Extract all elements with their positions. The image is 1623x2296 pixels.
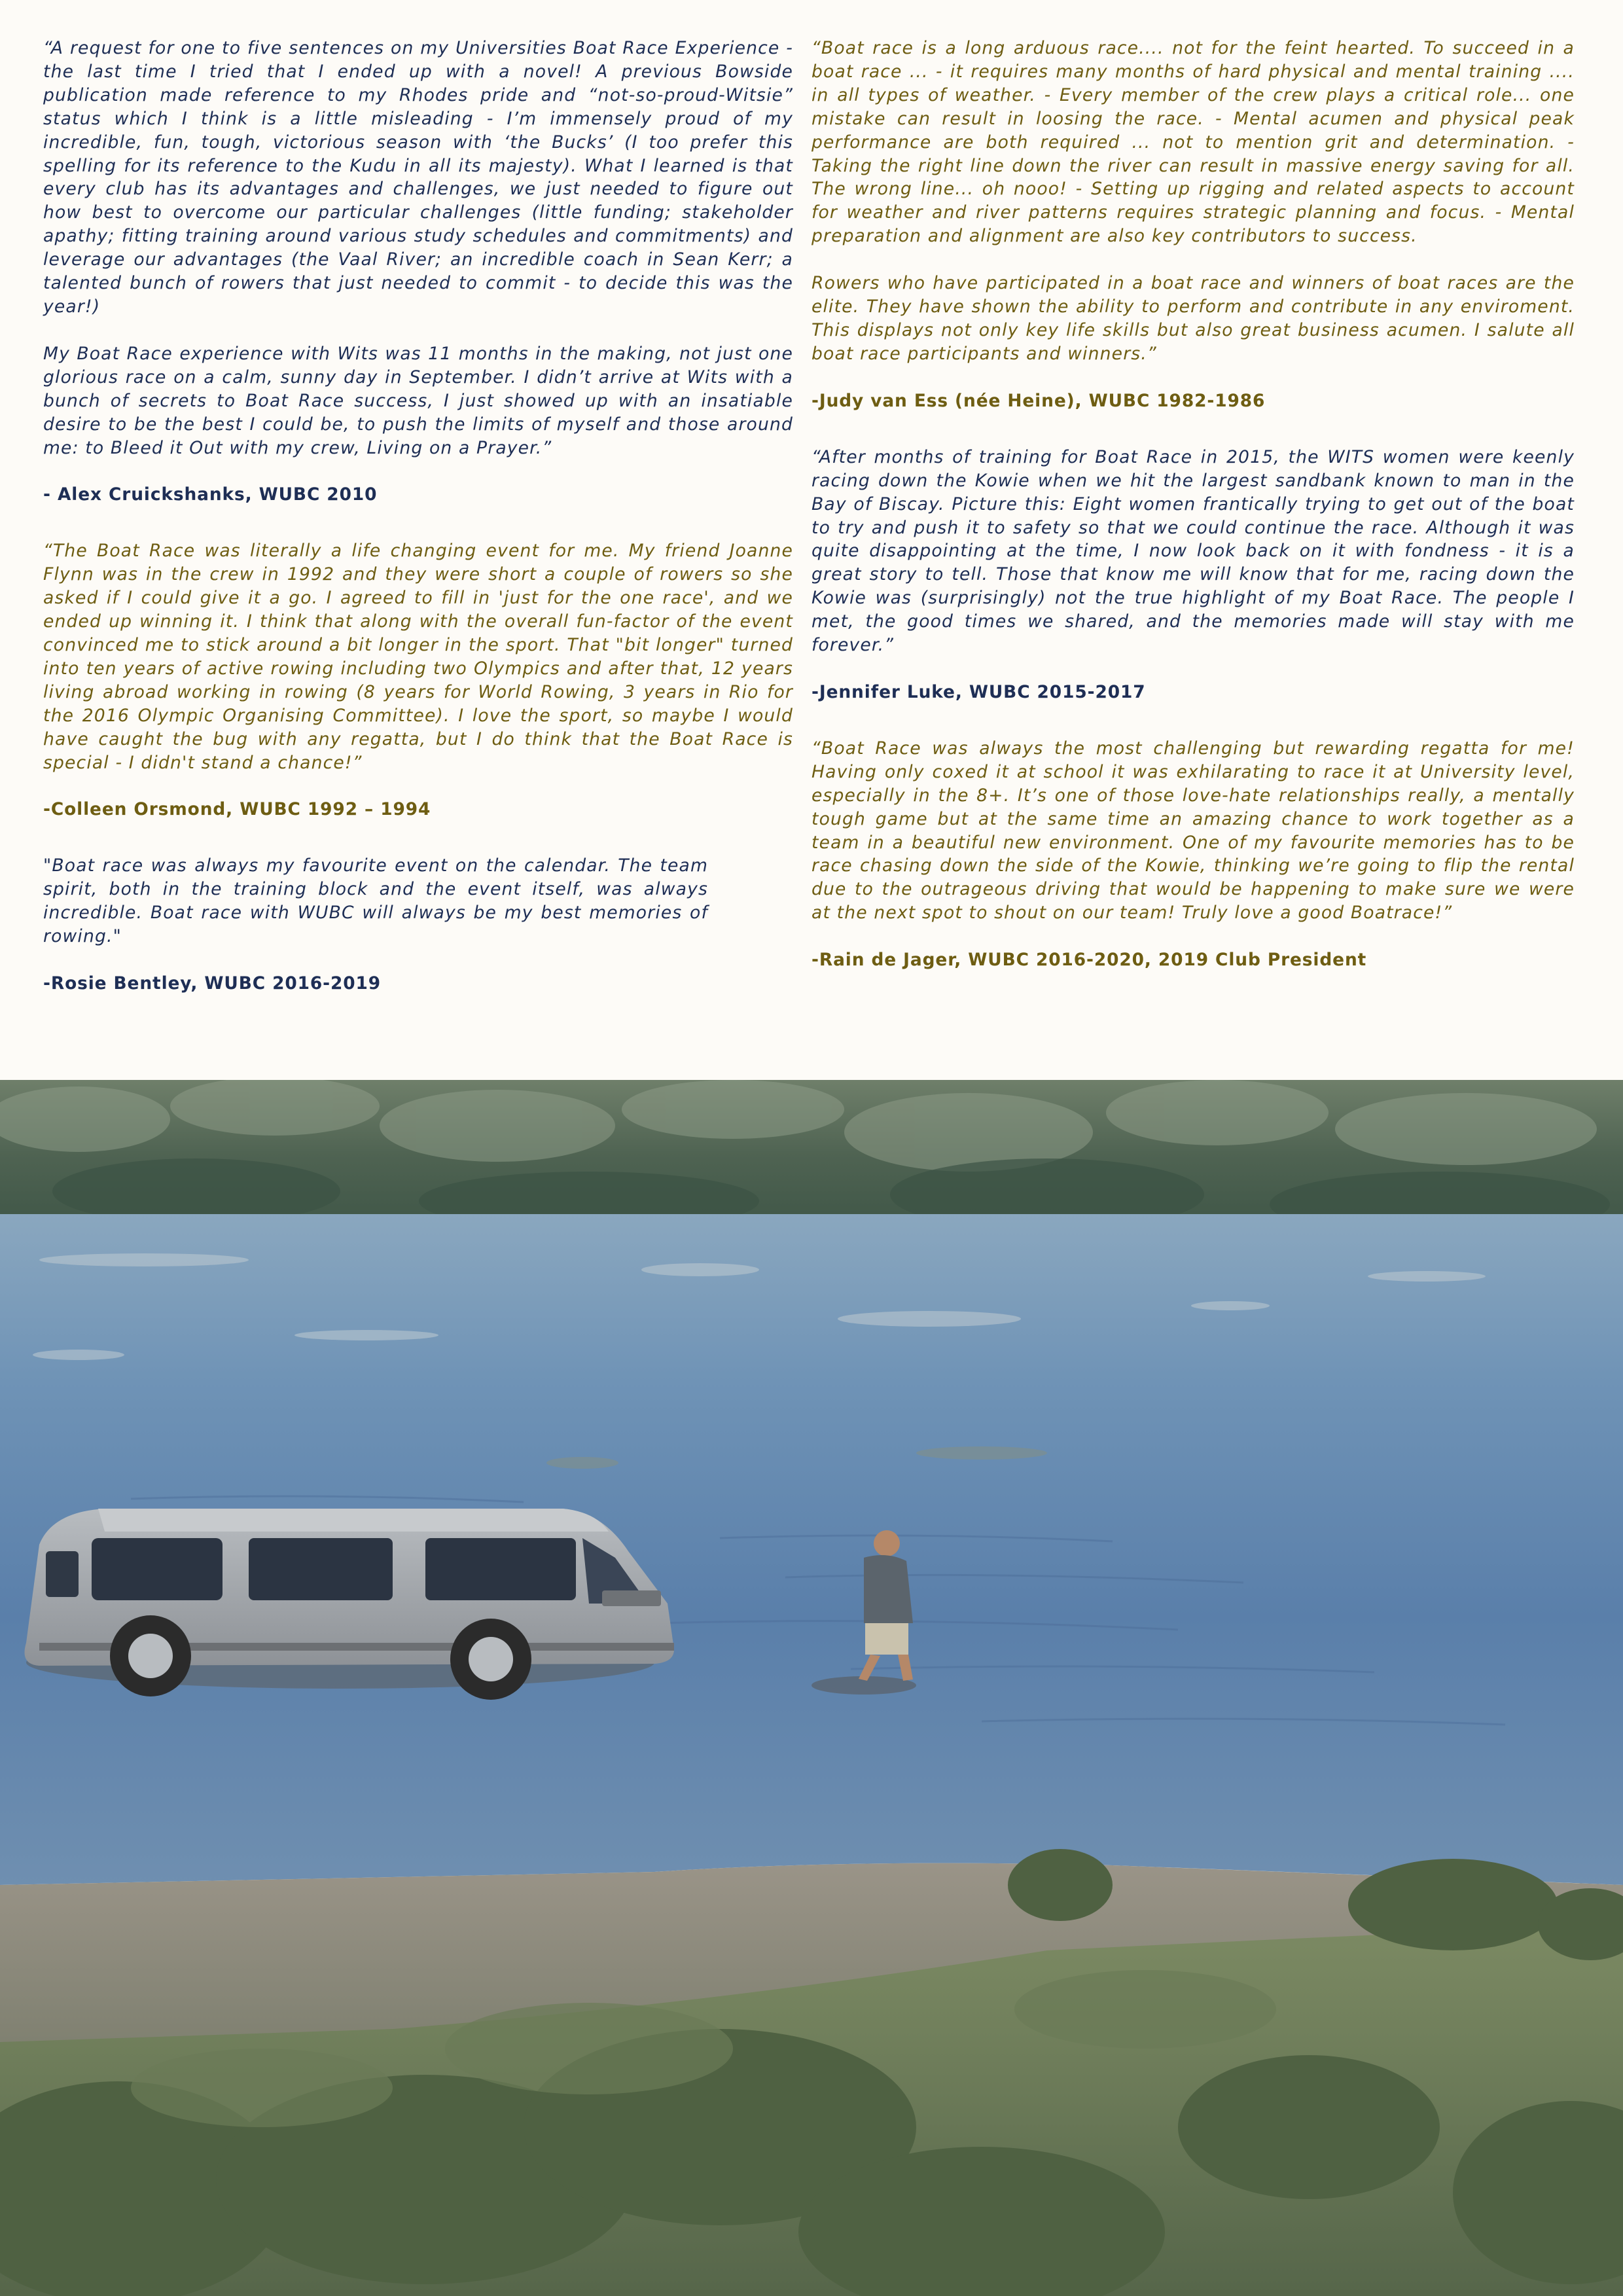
testimonial-jennifer-luke <box>812 446 1575 704</box>
testimonial-alex-cruickshanks <box>43 37 793 507</box>
testimonial-quote: Rowers who have participated in a boat race and winners of boat races are the elite. They have shown the ability to perform and contribute in any enviroment. This displays not only key life skills but also great business acumen. I salute all boat race participants and winners.” <box>812 273 1575 364</box>
testimonial-attribution: -Rain de Jager, WUBC 2016-2020, 2019 Club President <box>812 950 1367 971</box>
testimonial-rosie-bentley <box>43 854 793 996</box>
testimonial-quote: "Boat race was always my favourite event on the calendar. The team spirit, both in the training block and the event itself, was always incredible. Boat race with WUBC will always be my best memories of rowing." <box>43 855 708 947</box>
testimonial-judy-van-ess <box>812 37 1575 413</box>
testimonial-attribution: -Jennifer Luke, WUBC 2015-2017 <box>812 681 1146 702</box>
van <box>25 1509 675 1700</box>
testimonial-attribution: -Rosie Bentley, WUBC 2016-2019 <box>43 973 382 994</box>
testimonial-quote: My Boat Race experience with Wits was 11 months in the making, not just one glorious race on a calm, sunny day in September. I didn’t arrive at Wits with a bunch of secrets to Boat Race success, I just showed up with an insatiable desire to be the best I could be, to push the limits of myself and those around me: to Bleed it Out with my crew, Living on a Prayer.” <box>43 343 793 458</box>
testimonial-quote: “A request for one to five sentences on my Universities Boat Race Experience - the last time I tried that I ended up with a novel! A previous Bowside publication made reference to my Rhodes pride and “not-so-proud-Witsie” status which I think is a little misleading - I’m immensely proud of my incredible, fun, tough, victorious season with ‘the Bucks’ (I too prefer this spelling for its reference to the Kudu in all its majesty). What I learned is that every club has its advantages and challenges, we just needed to figure out how best to overcome our particular challenges (little funding; stakeholder apathy; fitting training around various study schedules and commitments) and leverage our advantages (the Vaal River; an incredible coach in Sean Kerr; a talented bunch of rowers that just needed to commit - to decide this was the year!) <box>43 38 793 317</box>
testimonial-quote: “Boat race is a long arduous race.... not for the feint hearted. To succeed in a boat race ... - it requires many months of hard physical and mental training .... in all types of weather. - Every member of the crew plays a critical role... one mistake can result in loosing the race. - Mental acumen and physical peak performance are both required ... not to mention grit and determination. - Taking the right line down the river can result in massive energy saving for all. The wrong line... oh nooo! - Setting up rigging and related aspects to account for weather and river patterns requires strategic planning and focus. - Mental preparation and alignment are also key contributors to success. <box>812 38 1575 247</box>
kowie-river-photo <box>0 1080 1623 2296</box>
testimonial-colleen-orsmond <box>43 539 793 821</box>
testimonial-rain-de-jager <box>812 737 1575 972</box>
testimonial-quote: “Boat Race was always the most challenging but rewarding regatta for me! Having only coxed it at school it was exhilarating to race it at University level, especially in the 8+. It’s one of those love-hate relationships really, a mentally tough game but at the same time an amazing chance to work together as a team in a beautiful new environment. One of my favourite memories has to be race chasing down the side of the Kowie, thinking we’re going to flip the rental due to the outrageous driving that would be happening to make sure we were at the next spot to shout on our team! Truly love a good Boatrace!” <box>812 738 1575 924</box>
testimonial-quote: “The Boat Race was literally a life changing event for me. My friend Joanne Flynn was in the crew in 1992 and they were short a couple of rowers so she asked if I could give it a go. I agreed to fill in 'just for the one race', and we ended up winning it. I think that along with the overall fun-factor of the event convinced me to stick around a bit longer in the sport. That "bit longer" turned into ten years of active rowing including two Olympics and after that, 12 years living abroad working in rowing (8 years for World Rowing, 3 years in Rio for the 2016 Olympic Organising Committee). I love the sport, so maybe I would have caught the bug with any regatta, but I do think that the Boat Race is special - I didn't stand a chance!” <box>43 541 793 773</box>
testimonial-quote: “After months of training for Boat Race in 2015, the WITS women were keenly racing down the Kowie when we hit the largest sandbank known to man in the Bay of Biscay. Picture this: Eight women frantically trying to get out of the boat to try and push it to safety so that we could continue the race. Although it was quite disappointing at the time, I now look back on it with fondness - it is a great story to tell. Those that know me will know that for me, racing down the Kowie was (surprisingly) not the true highlight of my Boat Race. The people I met, the good times we shared, and the memories made will stay with me forever.” <box>812 446 1575 656</box>
testimonials-left-column <box>43 37 793 996</box>
testimonials-right-column <box>812 37 1575 972</box>
testimonial-attribution: -Colleen Orsmond, WUBC 1992 – 1994 <box>43 799 431 820</box>
testimonial-attribution: - Alex Cruickshanks, WUBC 2010 <box>43 484 378 505</box>
testimonial-attribution: -Judy van Ess (née Heine), WUBC 1982-1986 <box>812 390 1266 411</box>
